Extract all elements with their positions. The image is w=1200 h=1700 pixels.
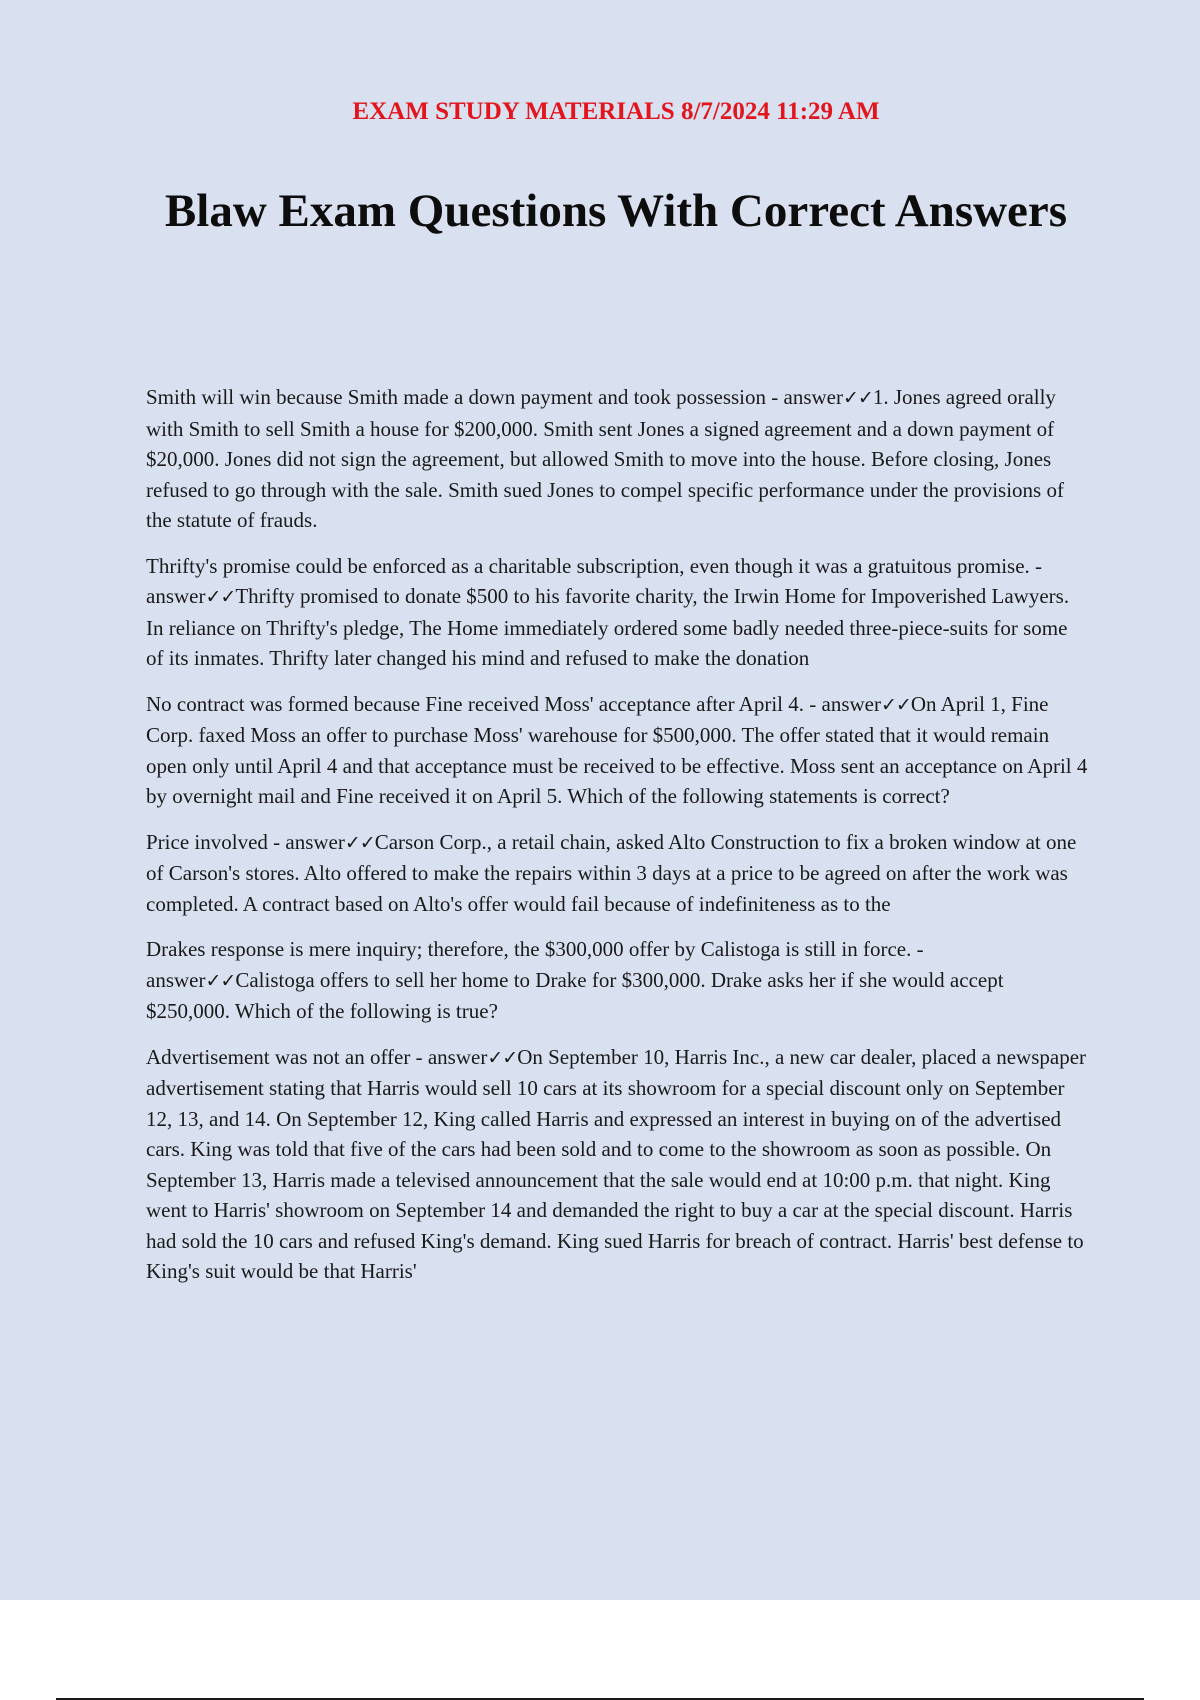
checkmark-icon: ✓✓ [880, 693, 911, 716]
answer-text: Price involved - answer [146, 829, 345, 854]
qa-list [146, 382, 1090, 1302]
qa-item [146, 689, 1090, 812]
checkmark-icon: ✓✓ [487, 1046, 518, 1069]
qa-item [146, 382, 1090, 536]
checkmark-icon: ✓✓ [842, 387, 873, 409]
qa-item [146, 551, 1090, 674]
answer-text: Drakes response is mere inquiry; therefore, the $300,000 offer by Calistoga is still in force. - answer [146, 937, 924, 992]
question-text: Carson Corp., a retail chain, asked Alto Construction to fix a broken window at one of Carson's stores. Alto offered to make the repairs within 3 days at a price to be agreed on after the work was completed. A contract based on Alto's offer would fail because of indefiniteness as to the [146, 829, 1077, 916]
page-title: Blaw Exam Questions With Correct Answers [164, 185, 1068, 237]
checkmark-icon: ✓✓ [205, 586, 236, 608]
question-text: Thrifty promised to donate $500 to his favorite charity, the Irwin Home for Impoverished Lawyers. In reliance on Thrifty's pledge, The Home immediately ordered some badly needed three-piece-suits for some of its inmates. Thrifty later changed his mind and refused to make the donation [146, 584, 1070, 670]
question-text: On April 1, Fine Corp. faxed Moss an offer to purchase Moss' warehouse for $500,000. The offer stated that it would remain open only until April 4 and that acceptance must be received to be effective. Moss sent an acceptance on April 4 by overnight mail and Fine received it on April 5. Which of the following statements is correct? [146, 691, 1088, 808]
answer-text: Thrifty's promise could be enforced as a charitable subscription, even though it was a gratuitous promise. - answer [146, 553, 1043, 608]
qa-item [146, 827, 1090, 920]
checkmark-icon: ✓✓ [344, 831, 375, 854]
answer-text: Advertisement was not an offer - answer [146, 1044, 488, 1069]
answer-text: No contract was formed because Fine received Moss' acceptance after April 4. - answer [146, 691, 881, 716]
qa-item [146, 934, 1090, 1027]
question-text: Calistoga offers to sell her home to Drake for $300,000. Drake asks her if she would accept $250,000. Which of the following is true? [146, 967, 1004, 1023]
checkmark-icon: ✓✓ [205, 969, 236, 992]
answer-text: Smith will win because Smith made a down payment and took possession - answer [146, 385, 843, 409]
qa-item [146, 1042, 1090, 1287]
question-text: On September 10, Harris Inc., a new car dealer, placed a newspaper advertisement stating that Harris would sell 10 cars at its showroom for a special discount only on September 12, 13, and 14. On September 12, King called Harris and expressed an interest in buying on of the advertised cars. King was told that five of the cars had been sold and to come to the showroom as soon as possible. On September 13, Harris made a televised announcement that the sale would end at 10:00 p.m. that night. King went to Harris' showroom on September 14 and demanded the right to buy a car at the special discount. Harris had sold the 10 cars and refused King's demand. King sued Harris for breach of contract. Harris' best defense to King's suit would be that Harris' [146, 1044, 1087, 1283]
question-text: 1. Jones agreed orally with Smith to sell Smith a house for $200,000. Smith sent Jones a signed agreement and a down payment of $20,000. Jones did not sign the agreement, but allowed Smith to move into the house. Before closing, Jones refused to go through with the sale. Smith sued Jones to compel specific performance under the provisions of the statute of frauds. [146, 385, 1064, 532]
header-stamp: EXAM STUDY MATERIALS 8/7/2024 11:29 AM [352, 98, 880, 125]
